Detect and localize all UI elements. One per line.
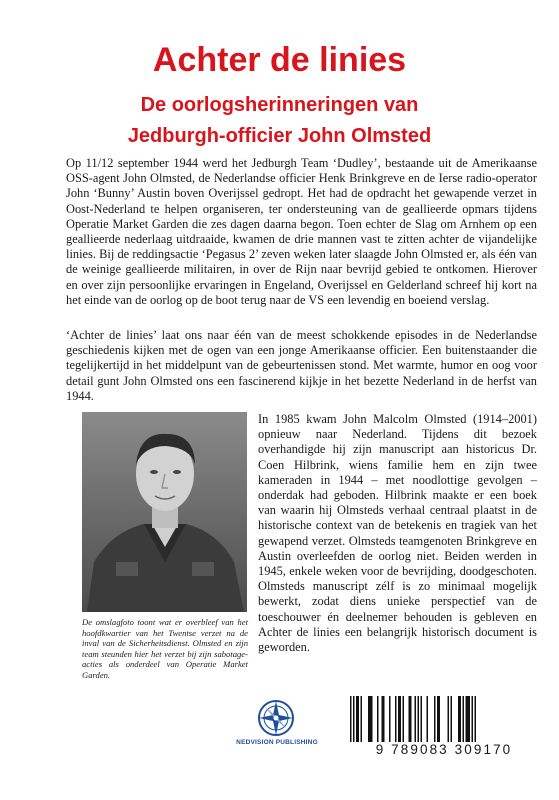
barcode-bar (353, 696, 355, 746)
barcode-bar (403, 696, 405, 746)
publisher-compass-logo (256, 698, 296, 738)
blurb-paragraph-2: ‘Achter de linies’ laat ons naar één van de meest schokkende episodes in de Nederlandse geschiedenis kijken met de ogen van een jonge Amerikaanse officier. Een buitenstaander die tegelijkertijd in het middelpunt van de gebeurtenissen stond. Met warmte, humor en oog voor detail gunt John Olmsted ons een fascinerend kijkje in het bezette Nederland in de herfst van 1944. (66, 328, 537, 403)
barcode-bar (472, 696, 474, 746)
barcode-bar (434, 696, 436, 746)
book-subtitle (0, 90, 559, 152)
barcode-bar (382, 696, 385, 746)
barcode-bar (350, 696, 352, 746)
barcode-bar (409, 696, 412, 746)
subtitle-line-1: De oorlogsherinneringen van (140, 94, 419, 116)
subtitle-line-2: Jedburgh-officier John Olmsted (127, 125, 432, 147)
barcode-bar (463, 696, 465, 746)
barcode-bar (451, 696, 453, 746)
book-title: Achter de linies (152, 41, 407, 79)
barcode-bar (377, 696, 379, 746)
barcode-bar (421, 696, 423, 746)
blurb-paragraph-3: In 1985 kwam John Malcolm Olmsted (1914–2001) opnieuw naar Nederland. Tijdens dit bezoek overhandigde hij zijn manuscript aan historicus Dr. Coen Hilbrink, wiens familie hem en zijn twee kameraden in 1944 – met noodlottige gevolgen – onderdak had geboden. Hilbrink maakte er een boek van waarin hij Olmsteds verhaal centraal plaatst in de historische context van de betekenis en tragiek van het gewapend verzet. Olmsteds teamgenoten Brinkgreve en Austin overleefden de oorlog niet. Beiden werden in 1945, enkele weken voor de bevrijding, doodgeschoten. Olmsteds manuscript zélf is zo minimaal mogelijk bewerkt, zodat diens unieke perspectief van de toeschouwer én deelnemer behouden is gebleven en Achter de linies een belangrijk historisch document is geworden. (258, 412, 537, 655)
photo-caption: De omslagfoto toont wat er overbleef van het hoofdkwartier van het Twentse verzet na de inval van de Sicherheitsdienst. Olmsted en zijn team steunden hier het verzet bij zijn sabotage-acties als onderdeel van Operatie Market Garden. (82, 617, 248, 680)
blurb-paragraph-1: Op 11/12 september 1944 werd het Jedburgh Team ‘Dudley’, bestaande uit de Amerikaanse OSS-agent John Olmsted, de Nederlandse officier Henk Brinkgreve en de Ierse radio-operator John ‘Bunny’ Austin boven Overijssel gedropt. Het had de opdracht het gewapende verzet in Oost-Nederland te helpen organiseren, ter ondersteuning van de geallieerde opmars tijdens Operatie Market Garden die zes dagen daarna begon. Toen echter de Slag om Arnhem op een geallieerde nederlaag uitdraaide, kwamen de drie mannen vast te zitten achter de vijandelijke linies. Bij de reddingsactie ‘Pegasus 2’ zeven weken later slaagde John Olmsted er, als één van de weinige geallieerde militairen, in over de Rijn naar bevrijd gebied te ontkomen. Hierover en over zijn persoonlijke ervaringen in Engeland, Overijssel en Gelderland schreef hij kort na het einde van de oorlog op de boot terug naar de VS een levendig en boeiend verslag. (66, 156, 537, 307)
barcode-bar (415, 696, 417, 746)
barcode-bar (395, 696, 397, 746)
barcode-bar (398, 696, 401, 746)
barcode-bar (361, 696, 363, 746)
barcode-bar (475, 696, 477, 746)
barcode-bar (389, 696, 391, 746)
barcode-bar (427, 696, 429, 746)
barcode-bar (458, 696, 461, 746)
barcode-bar (437, 696, 440, 746)
barcode-bar (448, 696, 450, 746)
barcode-bar (418, 696, 420, 746)
author-portrait-photo (82, 412, 247, 612)
barcode-bar (356, 696, 359, 746)
isbn-digits: 9 789083 309170 (348, 742, 540, 758)
publisher-name: NEDVISION PUBLISHING (236, 739, 318, 746)
barcode-bar (466, 696, 471, 746)
barcode-bar (368, 696, 373, 746)
